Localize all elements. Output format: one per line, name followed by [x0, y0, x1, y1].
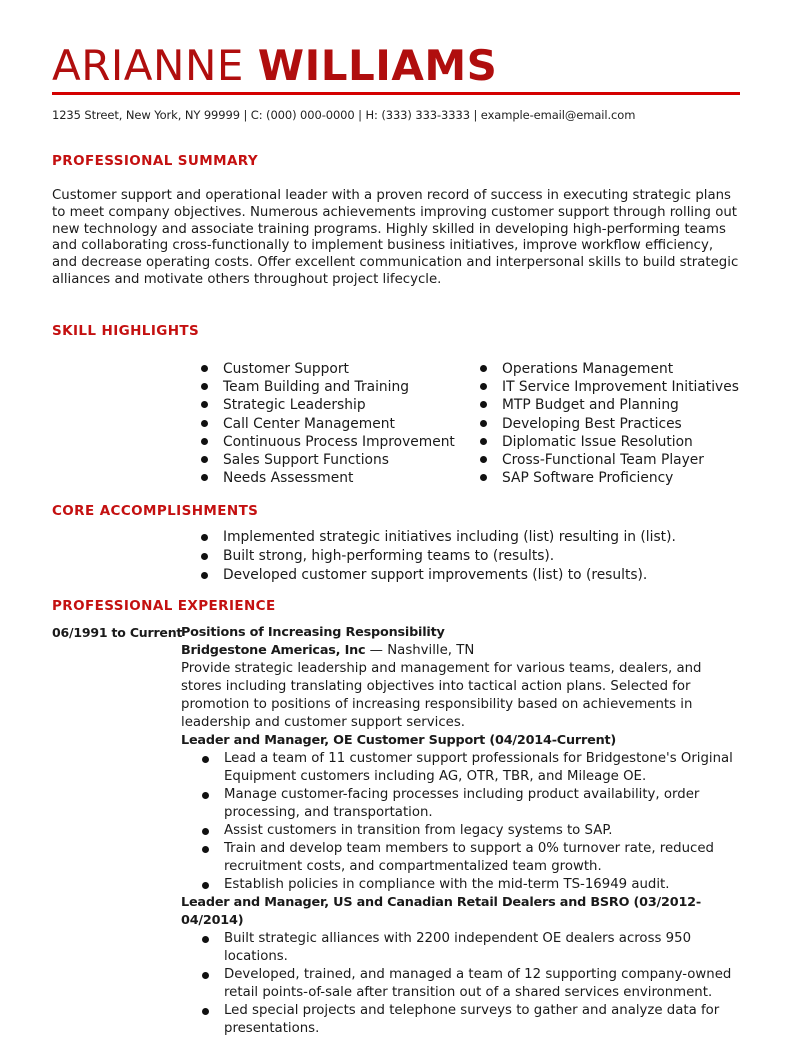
skill-item: Continuous Process Improvement [200, 433, 455, 451]
skill-item: MTP Budget and Planning [479, 396, 739, 414]
skill-item: Needs Assessment [200, 469, 455, 487]
last-name: WILLIAMS [257, 41, 498, 90]
skills-list-right [479, 360, 739, 487]
experience-heading: PROFESSIONAL EXPERIENCE [52, 598, 276, 614]
skill-item: Customer Support [200, 360, 455, 378]
accomplishment-item: Developed customer support improvements (list) to (results). [200, 566, 676, 585]
role-bullet: Assist customers in transition from legacy systems to SAP. [201, 822, 741, 840]
role-title: Leader and Manager, OE Customer Support (04/2014-Current) [181, 733, 617, 748]
company-location: Nashville, TN [387, 643, 475, 658]
summary-heading: PROFESSIONAL SUMMARY [52, 153, 259, 169]
skill-item: SAP Software Proficiency [479, 469, 739, 487]
role-bullet: Lead a team of 11 customer support professionals for Bridgestone's Original Equipment customers including AG, OTR, TBR, and Mileage OE. [201, 750, 741, 786]
skill-item: Sales Support Functions [200, 451, 455, 469]
role-bullet: Built strategic alliances with 2200 independent OE dealers across 950 locations. [201, 930, 741, 966]
contact-line: 1235 Street, New York, NY 99999 | C: (000) 000-0000 | H: (333) 333-3333 | example-email@email.com [52, 108, 636, 122]
skill-item: Team Building and Training [200, 378, 455, 396]
role-bullet: Led special projects and telephone surveys to gather and analyze data for presentations. [201, 1002, 741, 1038]
experience-description: Provide strategic leadership and management for various teams, dealers, and stores including translating objectives into tactical action plans. Selected for promotion to positions of increasing responsibility based on achievements in leadership and customer support services. [181, 661, 702, 730]
accomplishments-list [200, 528, 676, 585]
role-bullet: Establish policies in compliance with the mid-term TS-16949 audit. [201, 876, 741, 894]
role-bullet: Developed, trained, and managed a team of 12 supporting company-owned retail points-of-sale after transition out of a shared services environment. [201, 966, 741, 1002]
role-bullets [181, 750, 741, 894]
summary-text: Customer support and operational leader with a proven record of success in executing strategic plans to meet company objectives. Numerous achievements improving customer support through rolling out new technology and associate training programs. Highly skilled in developing high-performing teams and collaborating cross-functionally to implement business initiatives, improve workflow efficiency, and decrease operating costs. Offer excellent communication and interpersonal skills to build strategic alliances and motivate others throughout project lifecycle. [52, 188, 739, 287]
company-name: Bridgestone Americas, Inc [181, 643, 366, 658]
skills-heading: SKILL HIGHLIGHTS [52, 323, 200, 339]
accomplishment-item: Implemented strategic initiatives including (list) resulting in (list). [200, 528, 676, 547]
skill-item: Call Center Management [200, 415, 455, 433]
skill-item: Developing Best Practices [479, 415, 739, 433]
experience-entry [181, 624, 741, 1038]
skill-item: Diplomatic Issue Resolution [479, 433, 739, 451]
role-bullet: Manage customer-facing processes including product availability, order processing, and transportation. [201, 786, 741, 822]
employment-dates: 06/1991 to Current [52, 625, 183, 640]
candidate-name [52, 40, 497, 92]
skill-item: Strategic Leadership [200, 396, 455, 414]
company-separator: — [365, 643, 388, 658]
company-line [181, 642, 741, 660]
role-bullet: Train and develop team members to support a 0% turnover rate, reduced recruitment costs, and compartmentalized team growth. [201, 840, 741, 876]
role-title: Leader and Manager, US and Canadian Retail Dealers and BSRO (03/2012-04/2014) [181, 895, 701, 928]
skills-list-left [200, 360, 455, 487]
skill-item: Cross-Functional Team Player [479, 451, 739, 469]
skill-item: IT Service Improvement Initiatives [479, 378, 739, 396]
accomplishments-heading: CORE ACCOMPLISHMENTS [52, 503, 259, 519]
role-bullets [181, 930, 741, 1038]
header-divider [52, 92, 740, 95]
position-title: Positions of Increasing Responsibility [181, 625, 445, 640]
accomplishment-item: Built strong, high-performing teams to (results). [200, 547, 676, 566]
skill-item: Operations Management [479, 360, 739, 378]
first-name: ARIANNE [52, 41, 244, 90]
